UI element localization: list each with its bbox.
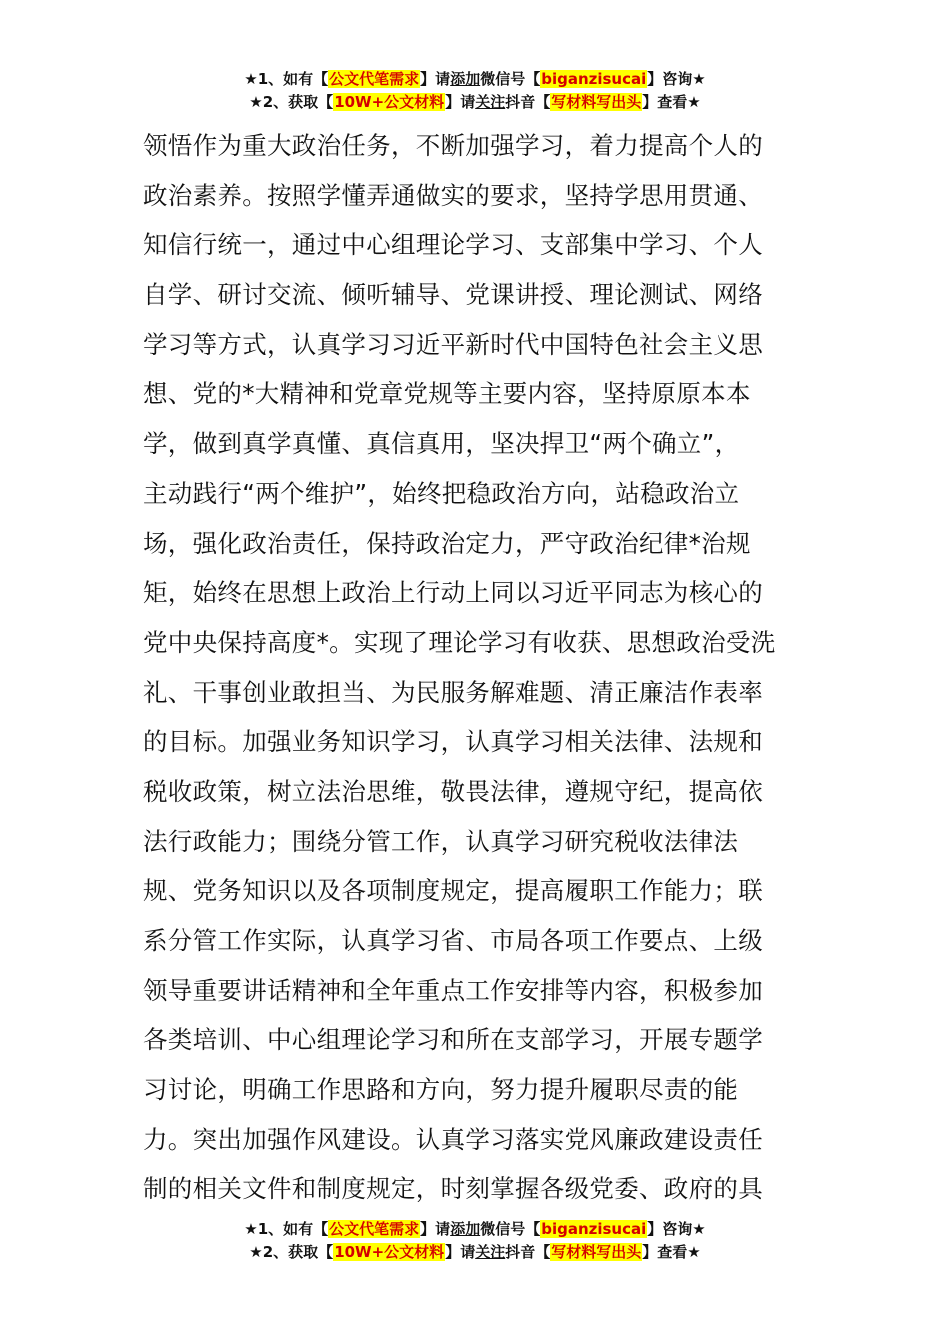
- body-line: 主动践行“两个维护”，始终把稳政治方向，站稳政治立: [143, 478, 740, 508]
- banner-text: 】咨询★: [647, 1220, 706, 1238]
- emphasis-text: 添加: [450, 70, 481, 88]
- footer-banner: [0, 1218, 950, 1264]
- highlight-text: 写材料写出头: [551, 1243, 642, 1261]
- body-line: 学，做到真学真懂、真信真用，坚决捍卫“两个确立”，: [143, 429, 740, 459]
- highlight-text: biganzisucai: [541, 70, 647, 88]
- body-line: 税收政策，树立法治思维，敬畏法律，遵规守纪，提高依: [143, 776, 763, 806]
- banner-text: 】查看★: [642, 1243, 701, 1261]
- body-line: 法行政能力；围绕分管工作，认真学习研究税收法律法: [143, 826, 739, 856]
- banner-text: 】咨询★: [647, 70, 706, 88]
- highlight-text: 写材料写出头: [551, 93, 642, 111]
- emphasis-text: 添加: [450, 1220, 481, 1238]
- body-line: 系分管工作实际，认真学习省、市局各项工作要点、上级: [143, 926, 763, 955]
- banner-text: 】请: [420, 1220, 451, 1238]
- emphasis-text: 关注: [475, 93, 506, 111]
- header-banner: [0, 68, 950, 114]
- body-line: 知信行统一，通过中心组理论学习、支部集中学习、个人: [143, 230, 763, 260]
- banner-text: 】请: [445, 1243, 476, 1261]
- body-line: 各类培训、中心组理论学习和所在支部学习，开展专题学: [143, 1025, 763, 1055]
- body-line: 政治素养。按照学懂弄通做实的要求，坚持学思用贯通、: [143, 180, 763, 210]
- banner-text: ★2、获取【: [249, 93, 334, 111]
- banner-text: ★2、获取【: [249, 1243, 334, 1261]
- banner-text: 抖音【: [505, 1243, 551, 1261]
- body-line: 习讨论，明确工作思路和方向，努力提升履职尽责的能: [143, 1075, 739, 1105]
- banner-text: 】请: [420, 70, 451, 88]
- body-line: 领导重要讲话精神和全年重点工作安排等内容，积极参加: [143, 975, 763, 1005]
- body-line: 党中央保持高度*。实现了理论学习有收获、思想政治受洗: [143, 627, 776, 657]
- banner-line-2: [0, 1241, 950, 1264]
- banner-line-2: [0, 91, 950, 114]
- banner-text: 】查看★: [642, 93, 701, 111]
- body-line: 场，强化政治责任，保持政治定力，严守政治纪律*治规: [143, 528, 751, 558]
- body-line: 领悟作为重大政治任务，不断加强学习，着力提高个人的: [143, 131, 763, 160]
- banner-line-1: [0, 68, 950, 91]
- banner-text: ★1、如有【: [244, 1220, 329, 1238]
- highlight-text: 公文代笔需求: [329, 1220, 420, 1238]
- banner-text: 抖音【: [505, 93, 551, 111]
- highlight-text: 10W+公文材料: [334, 1243, 445, 1261]
- emphasis-text: 关注: [475, 1243, 506, 1261]
- body-line: 力。突出加强作风建设。认真学习落实党风廉政建设责任: [143, 1124, 763, 1154]
- banner-line-1: [0, 1218, 950, 1241]
- body-line: 的目标。加强业务知识学习，认真学习相关法律、法规和: [143, 727, 763, 757]
- banner-text: 微信号【: [480, 70, 541, 88]
- body-line: 自学、研讨交流、倾听辅导、党课讲授、理论测试、网络: [143, 280, 763, 310]
- body-line: 制的相关文件和制度规定，时刻掌握各级党委、政府的具: [143, 1174, 763, 1204]
- highlight-text: biganzisucai: [541, 1220, 647, 1238]
- body-line: 矩，始终在思想上政治上行动上同以习近平同志为核心的: [143, 578, 763, 608]
- banner-text: 】请: [445, 93, 476, 111]
- body-line: 礼、干事创业敢担当、为民服务解难题、清正廉洁作表率: [143, 677, 763, 707]
- banner-text: ★1、如有【: [244, 70, 329, 88]
- document-body: [143, 121, 811, 1214]
- body-line: 规、党务知识以及各项制度规定，提高履职工作能力；联: [143, 876, 763, 906]
- highlight-text: 10W+公文材料: [334, 93, 445, 111]
- body-line: 学习等方式，认真学习习近平新时代中国特色社会主义思: [143, 329, 763, 359]
- highlight-text: 公文代笔需求: [329, 70, 420, 88]
- body-line: 想、党的*大精神和党章党规等主要内容，坚持原原本本: [143, 379, 751, 409]
- banner-text: 微信号【: [480, 1220, 541, 1238]
